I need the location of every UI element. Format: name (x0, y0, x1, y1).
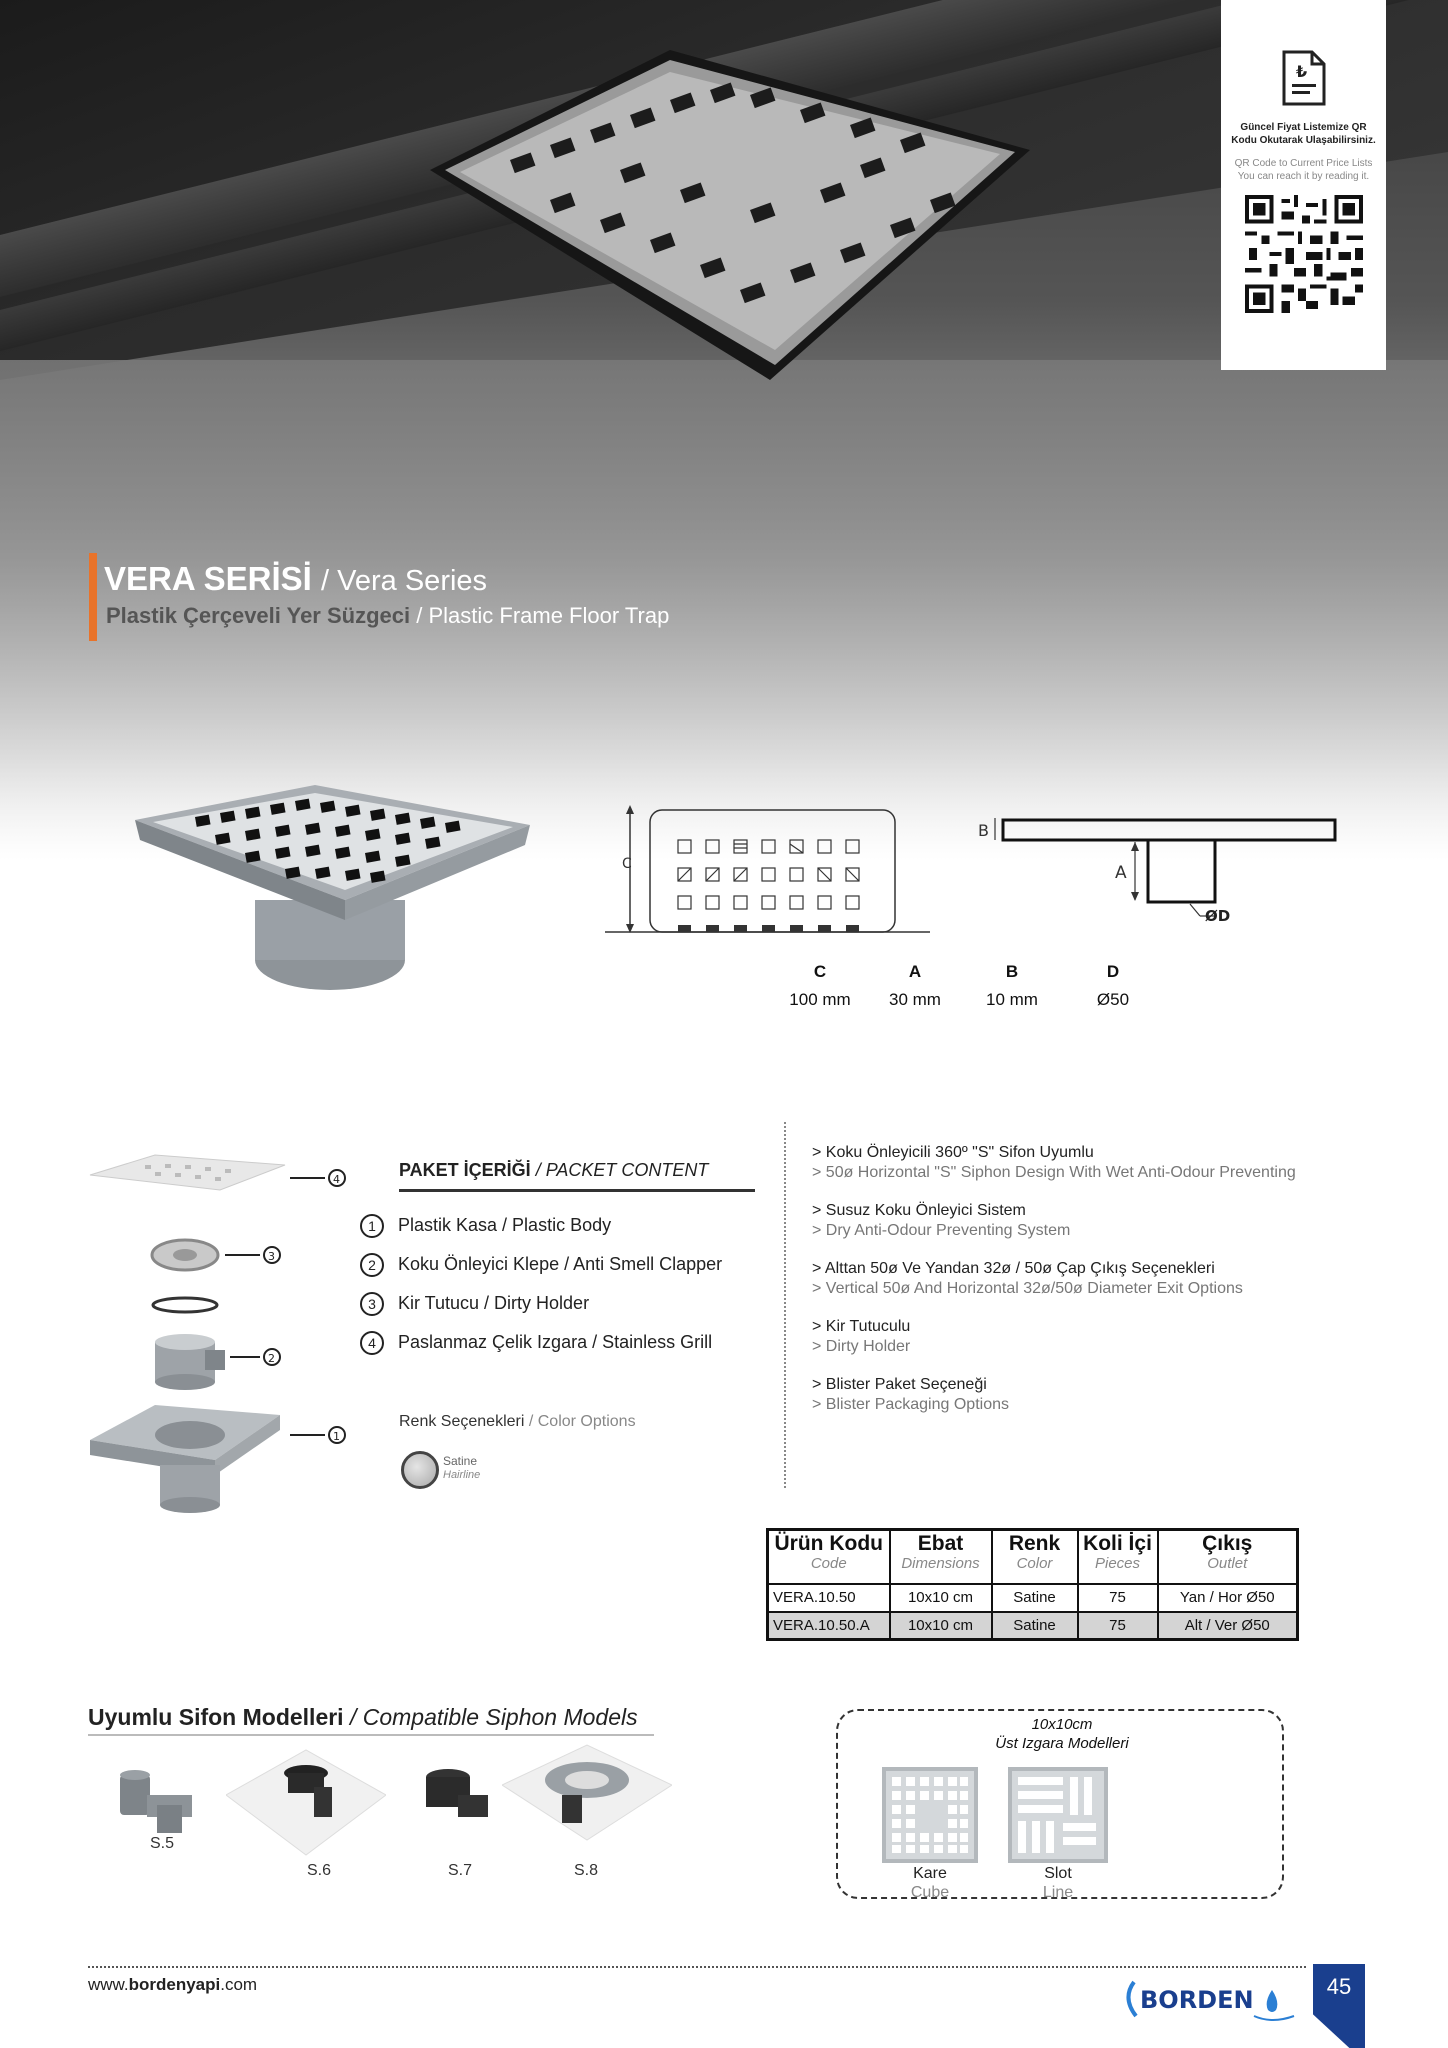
callout-4: 4 (333, 1173, 340, 1186)
dim-c-value: 100 mm (789, 990, 851, 1009)
dim-c-header: C (813, 962, 827, 981)
table-cell: Alt / Ver Ø50 (1158, 1612, 1298, 1640)
feature-item (812, 1375, 1372, 1415)
feature-en: > Blister Packaging Options (812, 1396, 1009, 1413)
brand-wordmark: BORDEN (1140, 1986, 1254, 2014)
feature-item (812, 1143, 1372, 1183)
dim-c-label: C (622, 856, 632, 872)
grill-cube-image[interactable] (882, 1767, 978, 1863)
feature-item (812, 1317, 1372, 1357)
dim-d (1073, 962, 1153, 1010)
siphon-s7-image (418, 1765, 498, 1835)
grill-models-box (836, 1709, 1284, 1899)
dim-c (780, 962, 860, 1010)
dim-a-label: A (1115, 863, 1127, 883)
packet-item-label: Paslanmaz Çelik Izgara / Stainless Grill (398, 1332, 713, 1352)
table-cell: VERA.10.50.A (768, 1612, 890, 1640)
color-options-tr: Renk Seçenekleri (399, 1413, 525, 1430)
feature-en: > Dry Anti-Odour Preventing System (812, 1222, 1071, 1239)
swatch-label-tr: Satine (443, 1454, 478, 1468)
feature-en: > Dirty Holder (812, 1338, 911, 1355)
packet-item-label: Kir Tutucu / Dirty Holder (398, 1293, 590, 1313)
hero-drain-image (430, 50, 1030, 380)
packet-item (360, 1284, 722, 1323)
packet-item-number: 3 (360, 1292, 384, 1316)
table-cell: 10x10 cm (890, 1612, 992, 1640)
packet-title-tr: PAKET İÇERİĞİ (399, 1160, 531, 1180)
grill-size: 10x10cm (1031, 1716, 1093, 1733)
table-cell: Satine (992, 1584, 1078, 1612)
feature-tr: > Susuz Koku Önleyici Sistem (812, 1202, 1026, 1219)
table-header-row (768, 1530, 1298, 1584)
packet-content-list (360, 1206, 722, 1362)
qr-text-en: QR Code to Current Price Lists You can reach it by reading it. (1234, 158, 1373, 182)
dim-d-label: ØD (1205, 907, 1231, 925)
front-technical-drawing (600, 800, 940, 940)
table-header-pieces: Koli İçi Pieces (1078, 1530, 1158, 1584)
feature-tr: > Blister Paket Seçeneği (812, 1376, 987, 1393)
callout-1: 1 (333, 1430, 340, 1443)
product-title (106, 603, 669, 629)
feature-tr: > Alttan 50ø Ve Yandan 32ø / 50ø Çap Çıkış Seçenekleri (812, 1260, 1215, 1277)
siphon-section-title (88, 1704, 638, 1731)
packet-item-number: 2 (360, 1253, 384, 1277)
dim-b-label: B (978, 821, 989, 840)
product-title-en: / Plastic Frame Floor Trap (416, 603, 670, 628)
swatch-label-en: Hairline (443, 1469, 481, 1481)
packet-item-label: Plastik Kasa / Plastic Body (398, 1215, 612, 1235)
dim-a-value: 30 mm (889, 990, 941, 1009)
siphon-title-underline (88, 1734, 654, 1736)
product-table (766, 1528, 1299, 1641)
features-divider (784, 1122, 786, 1488)
feature-item (812, 1259, 1372, 1299)
siphon-s6-image (226, 1745, 386, 1860)
dim-b-value: 10 mm (986, 990, 1038, 1009)
table-header-code: Ürün Kodu Code (768, 1530, 890, 1584)
table-row (768, 1584, 1298, 1612)
table-cell: VERA.10.50 (768, 1584, 890, 1612)
color-options-label (399, 1413, 636, 1431)
grill-models-title (838, 1715, 1286, 1753)
packet-title-en: / PACKET CONTENT (535, 1160, 709, 1180)
dim-d-value: Ø50 (1096, 990, 1130, 1009)
dim-b-header: B (1005, 962, 1019, 981)
grill-slot-image[interactable] (1008, 1767, 1108, 1863)
product-title-tr: Plastik Çerçeveli Yer Süzgeci (106, 603, 411, 628)
title-accent-bar (89, 553, 97, 641)
table-header-dimensions: Ebat Dimensions (890, 1530, 992, 1584)
packet-title-underline (399, 1189, 755, 1192)
feature-en: > 50ø Horizontal "S" Siphon Design With Wet Anti-Odour Preventing (812, 1164, 1296, 1181)
siphon-s5-label: S.5 (150, 1835, 175, 1852)
grill-title: Üst Izgara Modelleri (995, 1735, 1129, 1752)
feature-item (812, 1201, 1372, 1241)
footer-divider (88, 1966, 1306, 1968)
feature-en: > Vertical 50ø And Horizontal 32ø/50ø Diameter Exit Options (812, 1280, 1243, 1297)
table-cell: Yan / Hor Ø50 (1158, 1584, 1298, 1612)
table-row (768, 1612, 1298, 1640)
color-options-en: / Color Options (528, 1413, 636, 1430)
borden-logo (1122, 1970, 1312, 2030)
series-title-tr: VERA SERİSİ (104, 560, 312, 597)
table-cell: Satine (992, 1612, 1078, 1640)
feature-tr: > Koku Önleyicili 360º "S" Sifon Uyumlu (812, 1144, 1094, 1161)
siphon-title-en: / Compatible Siphon Models (349, 1704, 638, 1730)
dim-d-header: D (1106, 962, 1120, 981)
siphon-s5-image (112, 1765, 212, 1835)
table-header-outlet: Çıkış Outlet (1158, 1530, 1298, 1584)
siphon-s8-image (502, 1740, 672, 1855)
packet-item (360, 1323, 722, 1362)
siphon-s6-label: S.6 (307, 1862, 332, 1879)
table-cell: 75 (1078, 1612, 1158, 1640)
dim-a (875, 962, 955, 1010)
qr-panel (1221, 0, 1386, 370)
footer-website-link[interactable]: www.bordenyapi.com (88, 1975, 258, 1994)
grill-cube-label: Kare Cube (910, 1865, 950, 1901)
siphon-s8-label: S.8 (574, 1862, 599, 1879)
series-title-en: / Vera Series (321, 565, 488, 597)
table-cell: 75 (1078, 1584, 1158, 1612)
packet-item (360, 1245, 722, 1284)
dim-a-header: A (908, 962, 922, 981)
color-swatch-satine[interactable] (401, 1451, 439, 1489)
side-technical-drawing (975, 808, 1365, 928)
page-number: 45 (1326, 1974, 1352, 1999)
currency-symbol: ₺ (1295, 62, 1307, 81)
qr-code[interactable] (1245, 195, 1363, 313)
callout-2: 2 (268, 1352, 275, 1365)
exploded-parts-image (85, 1150, 365, 1530)
packet-content-title (399, 1160, 708, 1181)
product-image (135, 785, 530, 995)
table-cell: 10x10 cm (890, 1584, 992, 1612)
table-header-color: Renk Color (992, 1530, 1078, 1584)
series-title (104, 560, 487, 598)
callout-3: 3 (268, 1250, 275, 1263)
packet-item (360, 1206, 722, 1245)
qr-text-tr: Güncel Fiyat Listemize QR Kodu Okutarak Ulaşabilirsiniz. (1231, 122, 1376, 146)
feature-tr: > Kir Tutuculu (812, 1318, 911, 1335)
packet-item-number: 1 (360, 1214, 384, 1238)
dim-b (972, 962, 1052, 1010)
grill-slot-label: Slot Line (1042, 1865, 1074, 1901)
packet-item-label: Koku Önleyici Klepe / Anti Smell Clapper (398, 1254, 723, 1274)
feature-list (812, 1143, 1372, 1433)
price-list-document-icon (1280, 50, 1328, 106)
packet-item-number: 4 (360, 1331, 384, 1355)
siphon-s7-label: S.7 (448, 1862, 473, 1879)
siphon-title-tr: Uyumlu Sifon Modelleri (88, 1704, 344, 1730)
